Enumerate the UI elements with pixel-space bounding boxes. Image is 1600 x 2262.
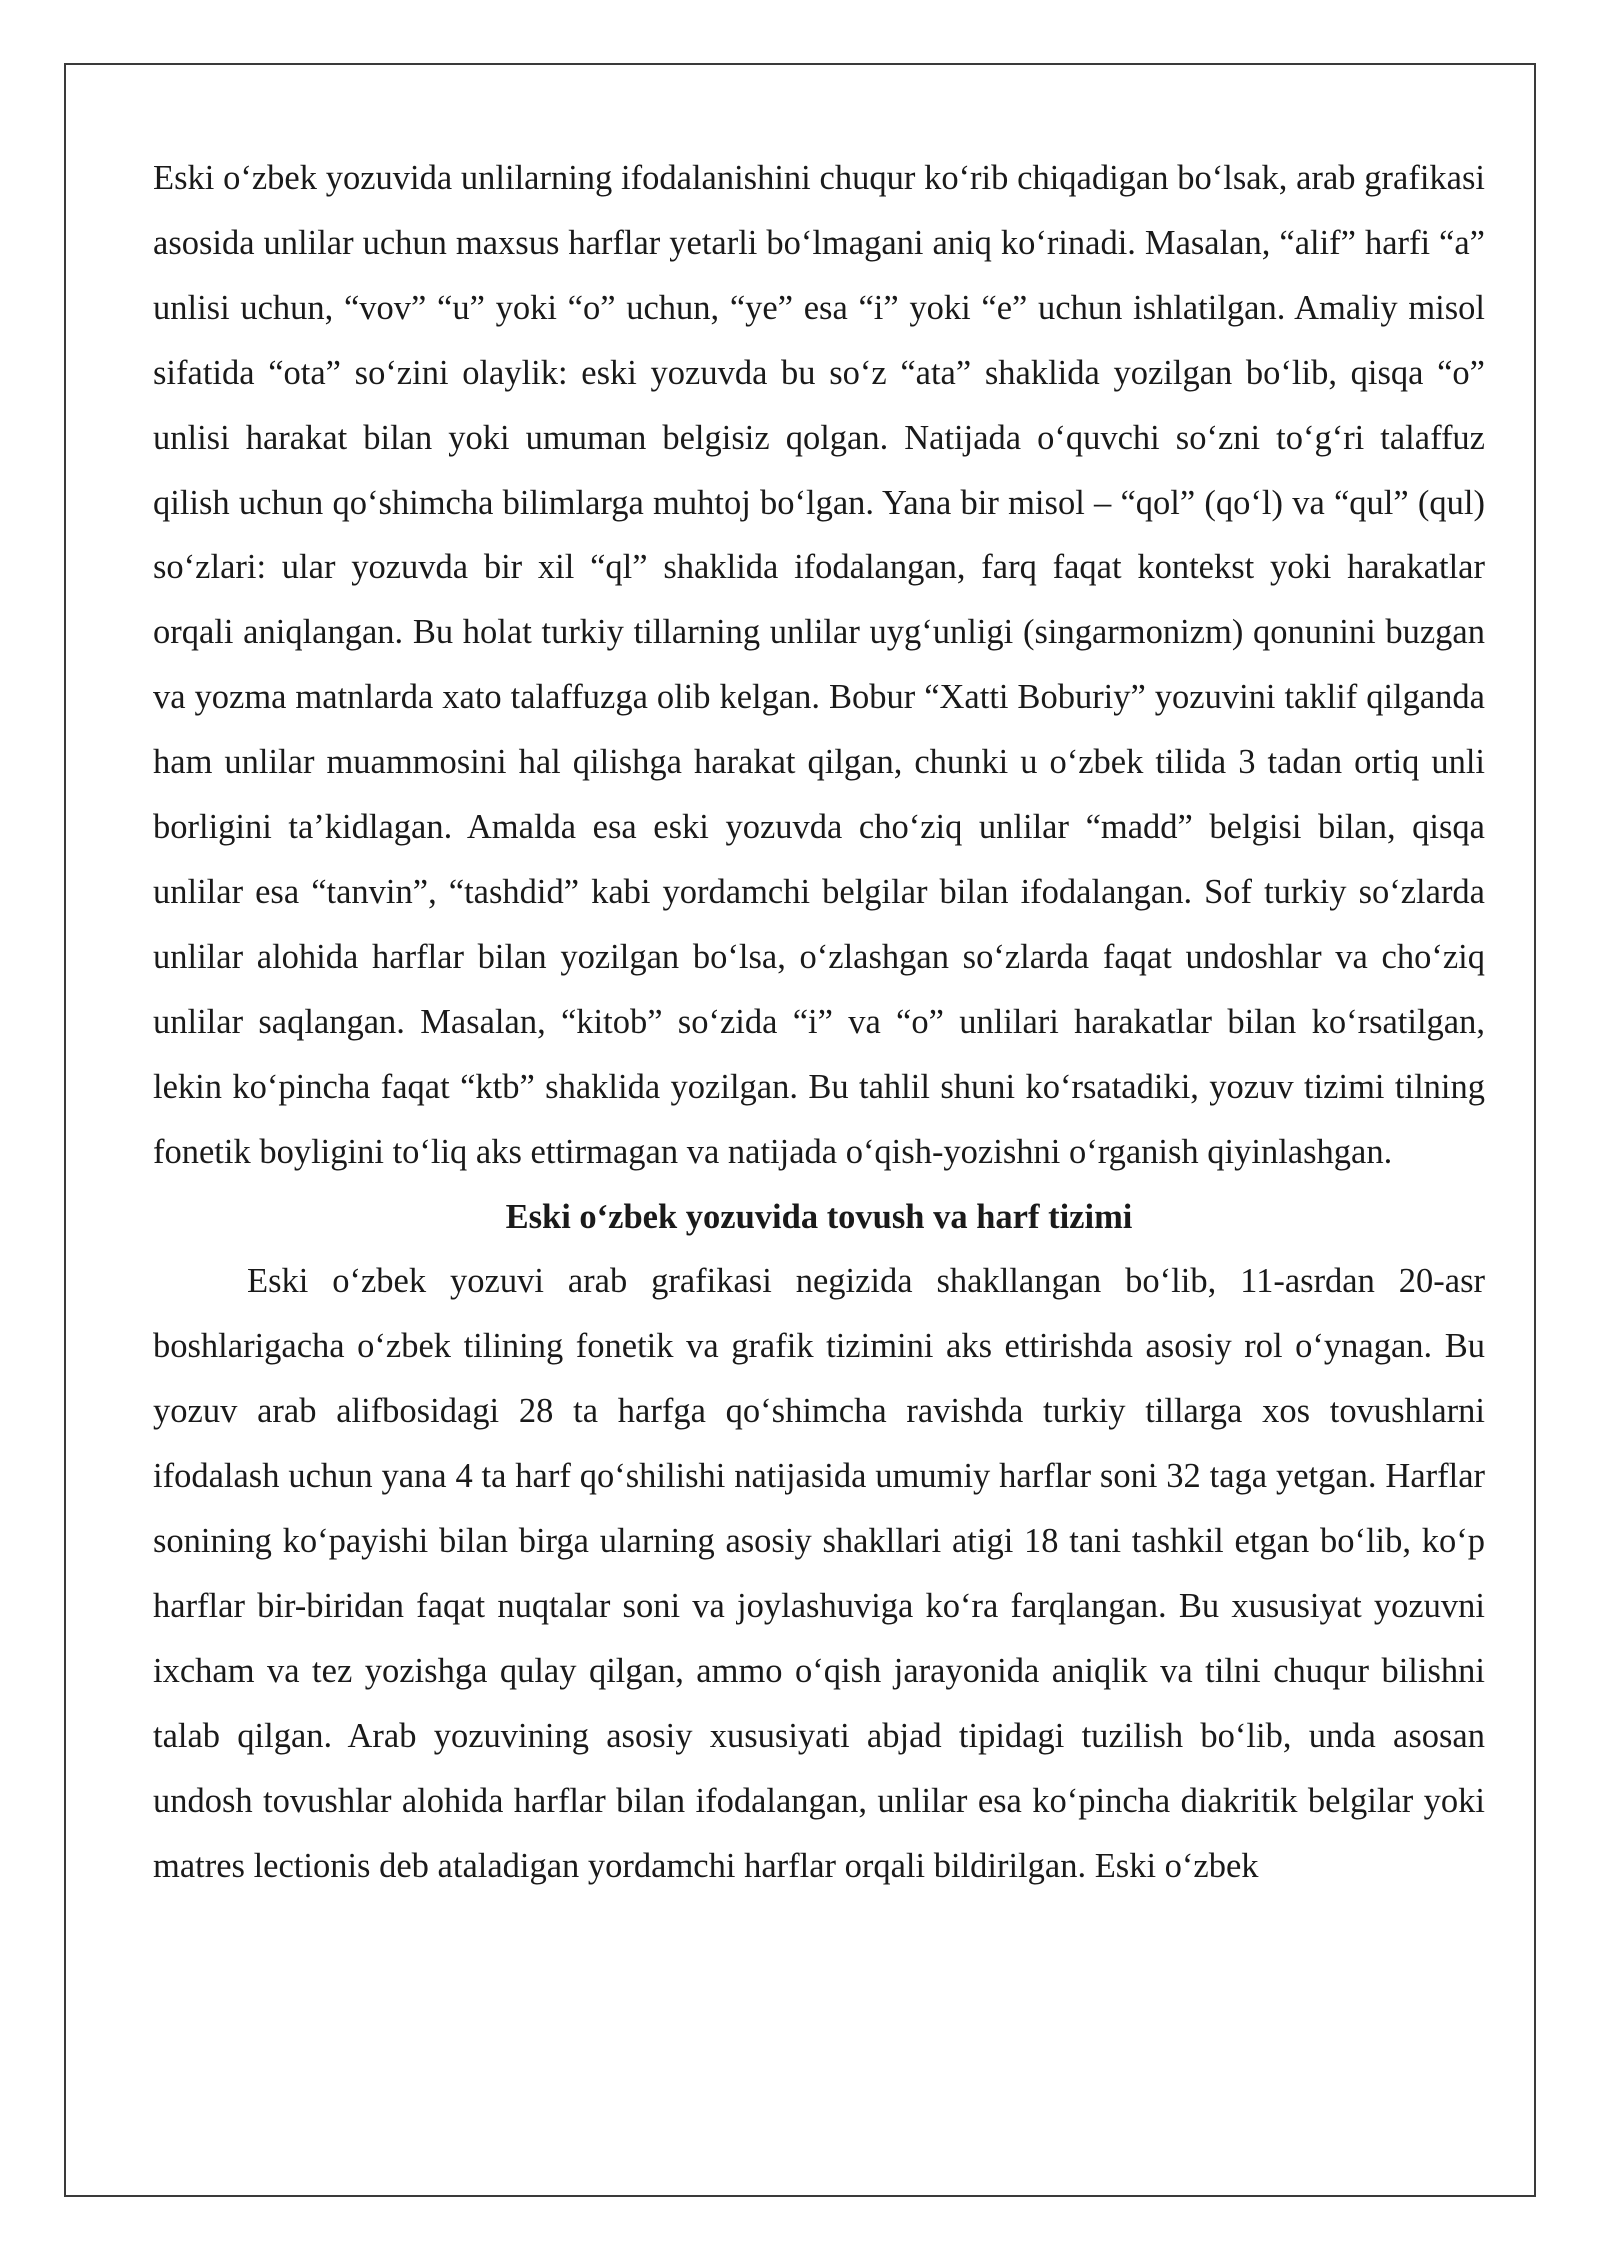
body-paragraph: Eski o‘zbek yozuvida unlilarning ifodalanishini chuqur ko‘rib chiqadigan bo‘lsak, arab grafikasi asosida unlilar uchun maxsus harflar yetarli bo‘lmagani aniq ko‘rinadi. Masalan, “alif” harfi “a” unlisi uchun, “vov” “u” yoki “o” uchun, “ye” esa “i” yoki “e” uchun ishlatilgan. Amaliy misol sifatida “ota” so‘zini olaylik: eski yozuvda bu so‘z “ata” shaklida yozilgan bo‘lib, qisqa “o” unlisi harakat bilan yoki umuman belgisiz qolgan. Natijada o‘quvchi so‘zni to‘g‘ri talaffuz qilish uchun qo‘shimcha bilimlarga muhtoj bo‘lgan. Yana bir misol – “qol” (qo‘l) va “qul” (qul) so‘zlari: ular yozuvda bir xil “ql” shaklida ifodalangan, farq faqat kontekst yoki harakatlar orqali aniqlangan. Bu holat turkiy tillarning unlilar uyg‘unligi (singarmonizm) qonunini buzgan va yozma matnlarda xato talaffuzga olib kelgan. Bobur “Xatti Boburiy” yozuvini taklif qilganda ham unlilar muammosini hal qilishga harakat qilgan, chunki u o‘zbek tilida 3 tadan ortiq unli borligini ta’kidlagan. Amalda esa eski yozuvda cho‘ziq unlilar “madd” belgisi bilan, qisqa unlilar esa “tanvin”, “tashdid” kabi yordamchi belgilar bilan ifodalangan. Sof turkiy so‘zlarda unlilar alohida harflar bilan yozilgan bo‘lsa, o‘zlashgan so‘zlarda faqat undoshlar va cho‘ziq unlilar saqlangan. Masalan, “kitob” so‘zida “i” va “o” unlilari harakatlar bilan ko‘rsatilgan, lekin ko‘pincha faqat “ktb” shaklida yozilgan. Bu tahlil shuni ko‘rsatadiki, yozuv tizimi tilning fonetik boyligini to‘liq aks ettirmagan va natijada o‘qish-yozishni o‘rganish qiyinlashgan. bbox=[153, 159, 1485, 1171]
body-paragraph: Eski o‘zbek yozuvi arab grafikasi negizida shakllangan bo‘lib, 11-asrdan 20-asr boshlarigacha o‘zbek tilining fonetik va grafik tizimini aks ettirishda asosiy rol o‘ynagan. Bu yozuv arab alifbosidagi 28 ta harfga qo‘shimcha ravishda turkiy tillarga xos tovushlarni ifodalash uchun yana 4 ta harf qo‘shilishi natijasida umumiy harflar soni 32 taga yetgan. Harflar sonining ko‘payishi bilan birga ularning asosiy shakllari atigi 18 tani tashkil etgan bo‘lib, ko‘p harflar bir-biridan faqat nuqtalar soni va joylashuviga ko‘ra farqlangan. Bu xususiyat yozuvni ixcham va tez yozishga qulay qilgan, ammo o‘qish jarayonida aniqlik va tilni chuqur bilishni talab qilgan. Arab yozuvining asosiy xususiyati abjad tipidagi tuzilish bo‘lib, unda asosan undosh tovushlar alohida harflar bilan ifodalangan, unlilar esa ko‘pincha diakritik belgilar yoki matres lectionis deb ataladigan yordamchi harflar orqali bildirilgan. Eski o‘zbek bbox=[153, 1262, 1485, 1885]
document-body bbox=[153, 146, 1485, 1898]
section-heading: Eski o‘zbek yozuvida tovush va harf tizimi bbox=[505, 1197, 1133, 1236]
